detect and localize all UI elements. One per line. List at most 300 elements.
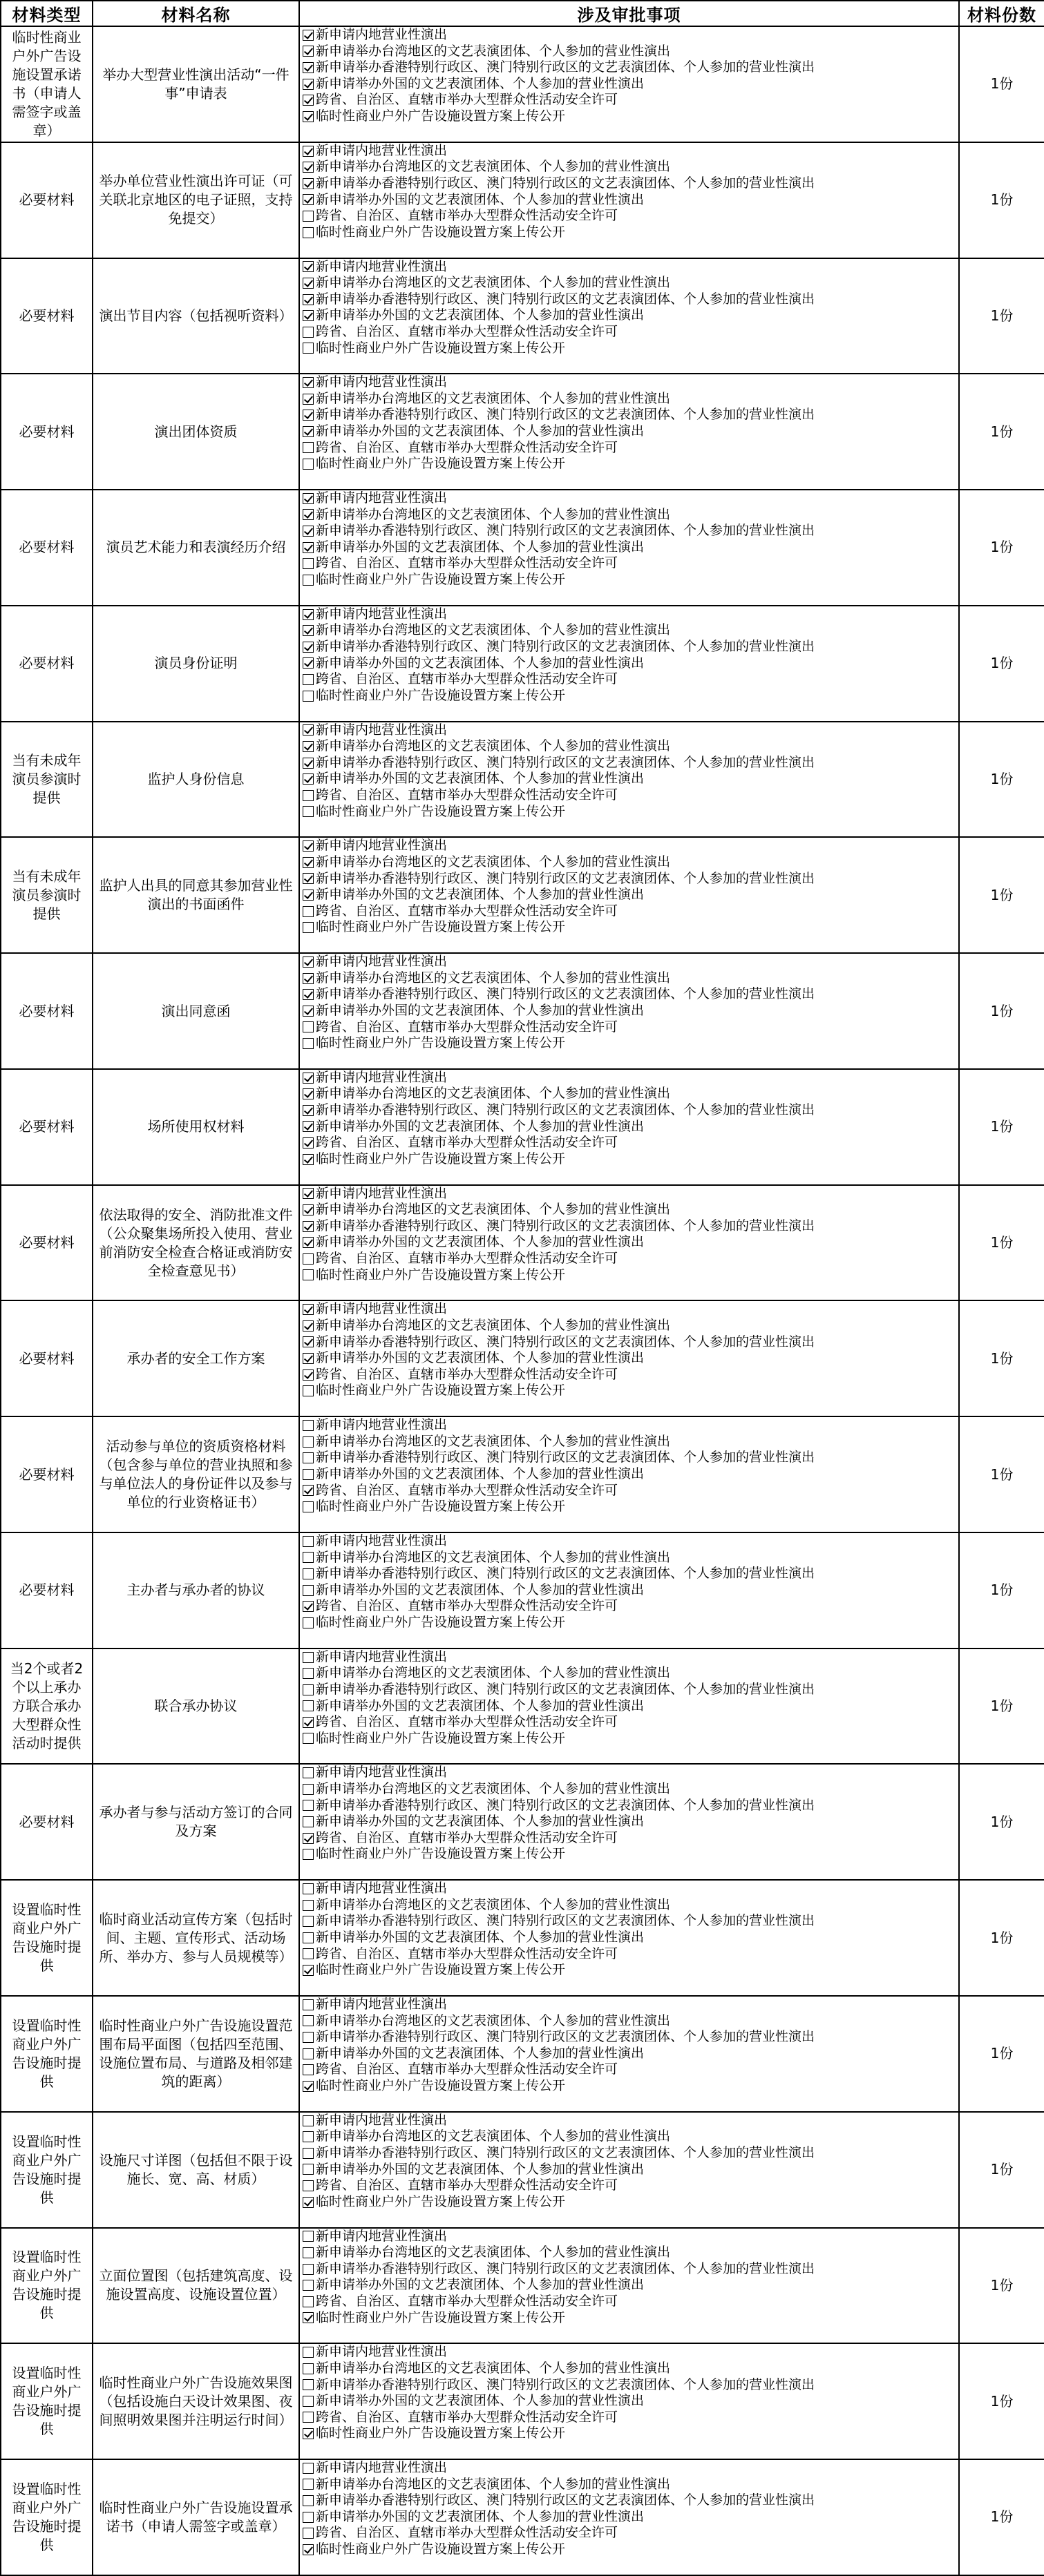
unchecked-box-icon: [303, 1652, 314, 1663]
unchecked-box-icon: [303, 906, 314, 917]
approval-item-label: 临时性商业户外广告设施设置方案上传公开: [316, 572, 566, 588]
unchecked-box-icon: [303, 2115, 314, 2126]
approval-items-cell: [299, 2228, 959, 2344]
unchecked-box-icon: [303, 1932, 314, 1943]
approval-item: [300, 655, 958, 672]
approval-item: [300, 175, 958, 192]
approval-item: [300, 722, 958, 739]
checked-box-icon: [303, 758, 314, 769]
unchecked-box-icon: [303, 575, 314, 586]
approval-item-label: 新申请举办香港特别行政区、澳门特别行政区的文艺表演团体、个人参加的营业性演出: [316, 59, 815, 75]
unchecked-box-icon: [303, 2048, 314, 2059]
approval-item: [300, 2145, 958, 2162]
unchecked-box-icon: [303, 1784, 314, 1795]
unchecked-box-icon: [303, 1668, 314, 1679]
checked-box-icon: [303, 1336, 314, 1347]
approval-item: [300, 259, 958, 276]
table-row: [1, 1185, 1044, 1301]
checked-box-icon: [303, 773, 314, 785]
approval-items-cell: [299, 722, 959, 838]
checked-box-icon: [303, 1105, 314, 1116]
approval-item-label: 新申请举办台湾地区的文艺表演团体、个人参加的营业性演出: [316, 2360, 671, 2376]
approval-item: [300, 871, 958, 887]
approval-item: [300, 523, 958, 539]
unchecked-box-icon: [303, 2247, 314, 2258]
approval-item-label: 临时性商业户外广告设施设置方案上传公开: [316, 2425, 566, 2441]
approval-item-label: 新申请举办外国的文艺表演团体、个人参加的营业性演出: [316, 1350, 645, 1366]
checked-box-icon: [303, 724, 314, 736]
approval-items-cell: [299, 374, 959, 490]
approval-item-label: 新申请举办香港特别行政区、澳门特别行政区的文艺表演团体、个人参加的营业性演出: [316, 639, 815, 655]
approval-item: [300, 1665, 958, 1682]
approval-items-cell: [299, 1764, 959, 1880]
checked-box-icon: [303, 1833, 314, 1844]
approval-item: [300, 224, 958, 241]
material-count-cell: 1份: [959, 142, 1044, 258]
approval-items-cell: [299, 1416, 959, 1532]
approval-item-label: 新申请举办台湾地区的文艺表演团体、个人参加的营业性演出: [316, 1665, 671, 1681]
material-name-cell: 主办者与承办者的协议: [93, 1532, 299, 1649]
material-type-cell: 设置临时性商业户外广告设施时提供: [1, 2228, 93, 2344]
approval-item-label: 新申请举办外国的文艺表演团体、个人参加的营业性演出: [316, 1698, 645, 1713]
approval-item: [300, 1119, 958, 1135]
checked-box-icon: [303, 973, 314, 984]
approval-item-label: 跨省、自治区、直辖市举办大型群众性活动安全许可: [316, 208, 618, 224]
approval-item-label: 新申请举办台湾地区的文艺表演团体、个人参加的营业性演出: [316, 1896, 671, 1912]
material-name-cell: 临时性商业户外广告设施效果图（包括设施白天设计效果图、夜间照明效果图并注明运行时间）: [93, 2343, 299, 2459]
approval-item: [300, 456, 958, 472]
table-row: [1, 1649, 1044, 1765]
approval-item-label: 新申请内地营业性演出: [316, 1997, 448, 2012]
unchecked-box-icon: [303, 558, 314, 569]
approval-item: [300, 1267, 958, 1284]
material-name-cell: 依法取得的安全、消防批准文件（公众聚集场所投入使用、营业前消防安全检查合格证或消防安全检查意见书）: [93, 1185, 299, 1301]
checked-box-icon: [303, 1154, 314, 1165]
material-count-cell: 1份: [959, 606, 1044, 722]
unchecked-box-icon: [303, 227, 314, 238]
unchecked-box-icon: [303, 1767, 314, 1778]
material-type-cell: 当有未成年演员参演时提供: [1, 722, 93, 838]
unchecked-box-icon: [303, 2032, 314, 2043]
unchecked-box-icon: [303, 1469, 314, 1480]
approval-item: [300, 1997, 958, 2013]
approval-item: [300, 407, 958, 423]
material-count-cell: 1份: [959, 953, 1044, 1069]
approval-item-label: 新申请举办外国的文艺表演团体、个人参加的营业性演出: [316, 887, 645, 903]
approval-item-label: 新申请内地营业性演出: [316, 374, 448, 390]
approval-item: [300, 2477, 958, 2493]
checked-box-icon: [303, 1237, 314, 1248]
material-count-cell: 1份: [959, 2228, 1044, 2344]
approval-item-label: 新申请内地营业性演出: [316, 1765, 448, 1780]
approval-item: [300, 2046, 958, 2062]
approval-item: [300, 44, 958, 60]
approval-item: [300, 2245, 958, 2261]
approval-item-label: 新申请举办外国的文艺表演团体、个人参加的营业性演出: [316, 771, 645, 787]
approval-items-cell: [299, 2343, 959, 2459]
header-material-name: 材料名称: [93, 1, 299, 26]
checked-box-icon: [303, 294, 314, 305]
approval-item-label: 新申请举办香港特别行政区、澳门特别行政区的文艺表演团体、个人参加的营业性演出: [316, 175, 815, 191]
approval-item-label: 临时性商业户外广告设施设置方案上传公开: [316, 2309, 566, 2325]
unchecked-box-icon: [303, 806, 314, 817]
material-count-cell: 1份: [959, 1880, 1044, 1996]
checked-box-icon: [303, 278, 314, 289]
approval-item: [300, 1350, 958, 1367]
approval-item: [300, 1930, 958, 1946]
approval-items-cell: [299, 490, 959, 606]
approval-item: [300, 2229, 958, 2245]
approval-item-label: 临时性商业户外广告设施设置方案上传公开: [316, 1267, 566, 1282]
material-name-cell: 举办单位营业性演出许可证（可关联北京地区的电子证照，支持免提交）: [93, 142, 299, 258]
material-type-cell: 必要材料: [1, 1532, 93, 1649]
checked-box-icon: [303, 857, 314, 868]
approval-item: [300, 2261, 958, 2278]
unchecked-box-icon: [303, 442, 314, 453]
approval-item-label: 新申请举办台湾地区的文艺表演团体、个人参加的营业性演出: [316, 506, 671, 522]
approval-item-label: 临时性商业户外广告设施设置方案上传公开: [316, 1730, 566, 1746]
unchecked-box-icon: [303, 1568, 314, 1579]
approval-item: [300, 1830, 958, 1847]
material-type-cell: 设置临时性商业户外广告设施时提供: [1, 2112, 93, 2228]
approval-item: [300, 1566, 958, 1582]
checked-box-icon: [303, 1965, 314, 1976]
approval-item: [300, 1913, 958, 1930]
material-type-cell: 必要材料: [1, 1300, 93, 1416]
approval-item: [300, 1798, 958, 1814]
table-row: [1, 258, 1044, 374]
checked-box-icon: [303, 1320, 314, 1332]
approval-item: [300, 838, 958, 854]
material-count-cell: 1份: [959, 1649, 1044, 1765]
checked-box-icon: [303, 46, 314, 57]
approval-item: [300, 2013, 958, 2030]
checked-box-icon: [303, 30, 314, 41]
approval-item-label: 跨省、自治区、直辖市举办大型群众性活动安全许可: [316, 1598, 618, 1614]
checked-box-icon: [303, 509, 314, 520]
approval-item-label: 新申请举办台湾地区的文艺表演团体、个人参加的营业性演出: [316, 1202, 671, 1218]
unchecked-box-icon: [303, 1948, 314, 1959]
approval-item: [300, 1483, 958, 1499]
unchecked-box-icon: [303, 1617, 314, 1628]
unchecked-box-icon: [303, 1816, 314, 1827]
approval-item: [300, 1019, 958, 1036]
approval-item: [300, 572, 958, 588]
approval-item: [300, 423, 958, 440]
material-name-cell: 联合承办协议: [93, 1649, 299, 1765]
approval-item-label: 临时性商业户外广告设施设置方案上传公开: [316, 2541, 566, 2557]
material-name-cell: 演出同意函: [93, 953, 299, 1069]
checked-box-icon: [303, 111, 314, 122]
approval-item: [300, 440, 958, 456]
approval-item-label: 新申请内地营业性演出: [316, 606, 448, 622]
checked-box-icon: [303, 261, 314, 272]
unchecked-box-icon: [303, 2148, 314, 2159]
unchecked-box-icon: [303, 2379, 314, 2390]
approval-item: [300, 27, 958, 44]
approval-item-label: 新申请举办香港特别行政区、澳门特别行政区的文艺表演团体、个人参加的营业性演出: [316, 1450, 815, 1465]
material-type-cell: 必要材料: [1, 490, 93, 606]
approval-item-label: 临时性商业户外广告设施设置方案上传公开: [316, 108, 566, 124]
approval-item: [300, 2361, 958, 2377]
approval-item: [300, 1466, 958, 1483]
unchecked-box-icon: [303, 691, 314, 702]
approval-item-label: 新申请内地营业性演出: [316, 2460, 448, 2476]
approval-item: [300, 1102, 958, 1119]
approval-item-label: 新申请举办香港特别行政区、澳门特别行政区的文艺表演团体、个人参加的营业性演出: [316, 2144, 815, 2160]
approval-item-label: 临时性商业户外广告设施设置方案上传公开: [316, 1846, 566, 1862]
approval-item-label: 新申请举办台湾地区的文艺表演团体、个人参加的营业性演出: [316, 1549, 671, 1565]
approval-item-label: 跨省、自治区、直辖市举办大型群众性活动安全许可: [316, 1714, 618, 1730]
table-row: [1, 837, 1044, 953]
approval-item-label: 新申请举办外国的文艺表演团体、个人参加的营业性演出: [316, 539, 645, 555]
checked-box-icon: [303, 162, 314, 173]
material-type-cell: 临时性商业户外广告设施设置承诺书（申请人需签字或盖章）: [1, 26, 93, 142]
material-name-cell: 监护人出具的同意其参加营业性演出的书面函件: [93, 837, 299, 953]
material-type-cell: 必要材料: [1, 258, 93, 374]
approval-item-label: 新申请举办外国的文艺表演团体、个人参加的营业性演出: [316, 2045, 645, 2061]
approval-item-label: 临时性商业户外广告设施设置方案上传公开: [316, 1151, 566, 1166]
approval-item: [300, 2029, 958, 2046]
table-row: [1, 606, 1044, 722]
approval-item-label: 新申请内地营业性演出: [316, 722, 448, 738]
approval-item: [300, 919, 958, 936]
unchecked-box-icon: [303, 922, 314, 933]
table-row: [1, 1764, 1044, 1880]
approval-item-label: 跨省、自治区、直辖市举办大型群众性活动安全许可: [316, 1366, 618, 1382]
unchecked-box-icon: [303, 1733, 314, 1744]
checked-box-icon: [303, 625, 314, 636]
unchecked-box-icon: [303, 2479, 314, 2490]
approval-item: [300, 1434, 958, 1450]
material-type-cell: 设置临时性商业户外广告设施时提供: [1, 2343, 93, 2459]
approval-item-label: 跨省、自治区、直辖市举办大型群众性活动安全许可: [316, 787, 618, 802]
approval-item: [300, 1499, 958, 1515]
table-row: [1, 2112, 1044, 2228]
approval-item-label: 新申请举办外国的文艺表演团体、个人参加的营业性演出: [316, 1002, 645, 1018]
approval-item-label: 新申请举办外国的文艺表演团体、个人参加的营业性演出: [316, 2277, 645, 2293]
checked-box-icon: [303, 741, 314, 752]
material-name-cell: 承办者与参与活动方签订的合同及方案: [93, 1764, 299, 1880]
unchecked-box-icon: [303, 790, 314, 801]
approval-item-label: 新申请举办台湾地区的文艺表演团体、个人参加的营业性演出: [316, 970, 671, 986]
approval-item: [300, 2509, 958, 2526]
table-row: [1, 1069, 1044, 1185]
table-row: [1, 722, 1044, 838]
approval-item: [300, 2541, 958, 2558]
material-type-cell: 必要材料: [1, 374, 93, 490]
material-name-cell: 演员身份证明: [93, 606, 299, 722]
approval-item-label: 新申请举办外国的文艺表演团体、个人参加的营业性演出: [316, 2393, 645, 2409]
checked-box-icon: [303, 526, 314, 537]
table-row: [1, 953, 1044, 1069]
material-name-cell: 设施尺寸详图（包括但不限于设施长、宽、高、材质）: [93, 2112, 299, 2228]
approval-item: [300, 1881, 958, 1897]
approval-item-label: 新申请内地营业性演出: [316, 142, 448, 158]
approval-item: [300, 1765, 958, 1781]
material-type-cell: 设置临时性商业户外广告设施时提供: [1, 2459, 93, 2575]
checked-box-icon: [303, 1221, 314, 1232]
approval-item-label: 新申请举办香港特别行政区、澳门特别行政区的文艺表演团体、个人参加的营业性演出: [316, 407, 815, 423]
checked-box-icon: [303, 1485, 314, 1496]
unchecked-box-icon: [303, 211, 314, 222]
approval-item: [300, 738, 958, 755]
checked-box-icon: [303, 1304, 314, 1315]
approval-item-label: 新申请举办台湾地区的文艺表演团体、个人参加的营业性演出: [316, 1318, 671, 1334]
approval-item-label: 新申请举办香港特别行政区、澳门特别行政区的文艺表演团体、个人参加的营业性演出: [316, 291, 815, 307]
unchecked-box-icon: [303, 2231, 314, 2242]
approval-item: [300, 340, 958, 357]
unchecked-box-icon: [303, 2512, 314, 2523]
unchecked-box-icon: [303, 1385, 314, 1396]
approval-item: [300, 143, 958, 160]
approval-items-cell: [299, 606, 959, 722]
unchecked-box-icon: [303, 1536, 314, 1547]
approval-item-label: 新申请举办香港特别行政区、澳门特别行政区的文艺表演团体、个人参加的营业性演出: [316, 986, 815, 1002]
approval-item-label: 跨省、自治区、直辖市举办大型群众性活动安全许可: [316, 1135, 618, 1151]
checked-box-icon: [303, 1369, 314, 1381]
approval-items-cell: [299, 1185, 959, 1301]
approval-item: [300, 275, 958, 291]
approval-item-label: 临时性商业户外广告设施设置方案上传公开: [316, 1499, 566, 1515]
checked-box-icon: [303, 542, 314, 553]
approval-item-label: 新申请举办台湾地区的文艺表演团体、个人参加的营业性演出: [316, 1433, 671, 1449]
checked-box-icon: [303, 62, 314, 73]
approval-item-label: 新申请内地营业性演出: [316, 1417, 448, 1433]
material-count-cell: 1份: [959, 374, 1044, 490]
approval-item: [300, 2393, 958, 2410]
unchecked-box-icon: [303, 2015, 314, 2026]
approval-item: [300, 1781, 958, 1798]
unchecked-box-icon: [303, 1883, 314, 1894]
unchecked-box-icon: [303, 1700, 314, 1711]
unchecked-box-icon: [303, 2164, 314, 2175]
material-name-cell: 临时性商业户外广告设施设置范围布局平面图（包括四至范围、设施位置布局、与道路及相邻建筑的距离）: [93, 1996, 299, 2112]
approval-item: [300, 1582, 958, 1599]
approval-item: [300, 92, 958, 108]
approval-items-cell: [299, 1880, 959, 1996]
approval-item: [300, 787, 958, 804]
unchecked-box-icon: [303, 1038, 314, 1049]
approval-item: [300, 1003, 958, 1019]
approval-items-cell: [299, 26, 959, 142]
material-count-cell: 1份: [959, 1532, 1044, 1649]
approval-item: [300, 1151, 958, 1168]
checked-box-icon: [303, 1006, 314, 1017]
approval-item: [300, 887, 958, 903]
approval-item-label: 临时性商业户外广告设施设置方案上传公开: [316, 340, 566, 356]
checked-box-icon: [303, 890, 314, 901]
material-type-cell: 设置临时性商业户外广告设施时提供: [1, 1880, 93, 1996]
checked-box-icon: [303, 1204, 314, 1215]
material-type-cell: 必要材料: [1, 1764, 93, 1880]
approval-item-label: 新申请内地营业性演出: [316, 1881, 448, 1896]
material-type-cell: 必要材料: [1, 606, 93, 722]
approval-item-label: 新申请举办香港特别行政区、澳门特别行政区的文艺表演团体、个人参加的营业性演出: [316, 2376, 815, 2392]
unchecked-box-icon: [303, 2396, 314, 2407]
unchecked-box-icon: [303, 1900, 314, 1911]
table-row: [1, 1880, 1044, 1996]
approval-item: [300, 1318, 958, 1334]
approval-item-label: 跨省、自治区、直辖市举办大型群众性活动安全许可: [316, 439, 618, 455]
approval-item: [300, 391, 958, 407]
approval-item-label: 新申请内地营业性演出: [316, 2112, 448, 2128]
approval-item: [300, 606, 958, 623]
approval-item: [300, 324, 958, 340]
approval-item: [300, 2344, 958, 2361]
approval-item-label: 临时性商业户外广告设施设置方案上传公开: [316, 687, 566, 703]
approval-items-cell: [299, 1532, 959, 1649]
unchecked-box-icon: [303, 1684, 314, 1695]
approval-item-label: 新申请举办台湾地区的文艺表演团体、个人参加的营业性演出: [316, 275, 671, 291]
material-type-cell: 必要材料: [1, 1185, 93, 1301]
material-type-cell: 必要材料: [1, 1416, 93, 1532]
approval-item-label: 新申请举办台湾地区的文艺表演团体、个人参加的营业性演出: [316, 159, 671, 175]
approval-item: [300, 986, 958, 1003]
material-name-cell: 临时性商业户外广告设施设置承诺书（申请人需签字或盖章）: [93, 2459, 299, 2575]
approval-item-label: 跨省、自治区、直辖市举办大型群众性活动安全许可: [316, 92, 618, 108]
approval-item-label: 新申请举办台湾地区的文艺表演团体、个人参加的营业性演出: [316, 2012, 671, 2028]
approval-item: [300, 1698, 958, 1715]
approval-item-label: 临时性商业户外广告设施设置方案上传公开: [316, 919, 566, 935]
approval-item: [300, 1202, 958, 1218]
unchecked-box-icon: [303, 1253, 314, 1265]
approval-item-label: 临时性商业户外广告设施设置方案上传公开: [316, 456, 566, 472]
approval-item-label: 临时性商业户外广告设施设置方案上传公开: [316, 224, 566, 240]
approval-item: [300, 374, 958, 391]
material-count-cell: 1份: [959, 1300, 1044, 1416]
unchecked-box-icon: [303, 674, 314, 685]
approval-item: [300, 76, 958, 93]
unchecked-box-icon: [303, 1916, 314, 1927]
approval-item: [300, 539, 958, 556]
checked-box-icon: [303, 146, 314, 157]
checked-box-icon: [303, 95, 314, 106]
material-name-cell: 活动参与单位的资质资格材料（包含参与单位的营业执照和参与单位法人的身份证件以及参与单位的行业资格证书）: [93, 1416, 299, 1532]
approval-item-label: 新申请举办台湾地区的文艺表演团体、个人参加的营业性演出: [316, 2245, 671, 2260]
approval-items-cell: [299, 1300, 959, 1416]
material-count-cell: 1份: [959, 258, 1044, 374]
unchecked-box-icon: [303, 2296, 314, 2307]
approval-item-label: 跨省、自治区、直辖市举办大型群众性活动安全许可: [316, 2061, 618, 2077]
approval-item-label: 新申请举办外国的文艺表演团体、个人参加的营业性演出: [316, 75, 645, 91]
approval-items-cell: [299, 953, 959, 1069]
checked-box-icon: [303, 493, 314, 504]
approval-items-cell: [299, 2112, 959, 2228]
approval-item: [300, 1598, 958, 1615]
approval-item-label: 新申请内地营业性演出: [316, 2344, 448, 2360]
material-name-cell: 承办者的安全工作方案: [93, 1300, 299, 1416]
approval-item-label: 跨省、自治区、直辖市举办大型群众性活动安全许可: [316, 1482, 618, 1498]
material-count-cell: 1份: [959, 837, 1044, 953]
approval-item-label: 新申请举办香港特别行政区、澳门特别行政区的文艺表演团体、个人参加的营业性演出: [316, 2492, 815, 2508]
approval-items-cell: [299, 1649, 959, 1765]
unchecked-box-icon: [303, 1501, 314, 1512]
material-name-cell: 演出团体资质: [93, 374, 299, 490]
approval-item-label: 新申请内地营业性演出: [316, 954, 448, 970]
material-type-cell: 必要材料: [1, 1069, 93, 1185]
checked-box-icon: [303, 2081, 314, 2092]
approval-item-label: 临时性商业户外广告设施设置方案上传公开: [316, 1614, 566, 1630]
approval-item: [300, 2178, 958, 2194]
checked-box-icon: [303, 1188, 314, 1199]
checked-box-icon: [303, 1137, 314, 1148]
unchecked-box-icon: [303, 1585, 314, 1596]
material-count-cell: 1份: [959, 2112, 1044, 2228]
unchecked-box-icon: [303, 2347, 314, 2358]
table-row: [1, 374, 1044, 490]
approval-item-label: 临时性商业户外广告设施设置方案上传公开: [316, 2077, 566, 2093]
